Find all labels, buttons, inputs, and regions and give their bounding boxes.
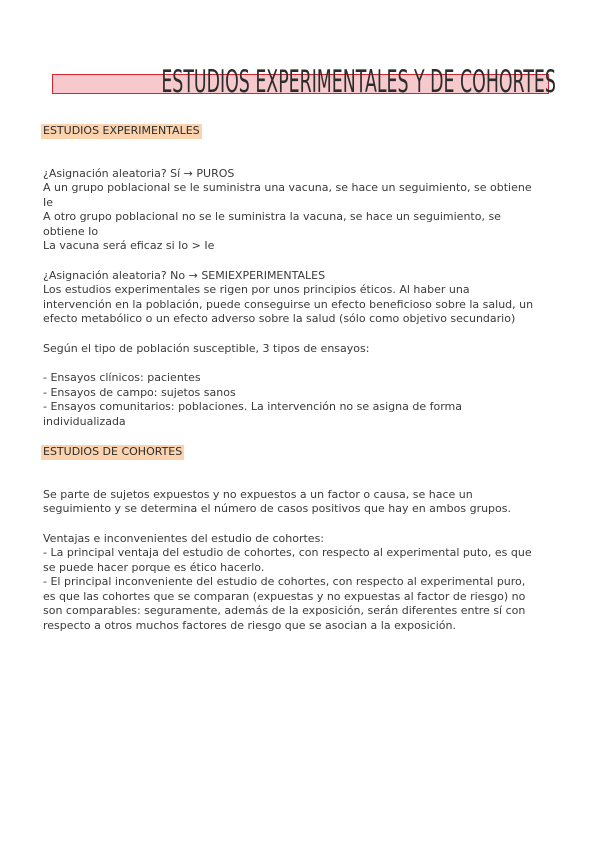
text-line: se puede hacer porque es ético hacerlo. xyxy=(43,560,265,574)
list-item: - Ensayos de campo: sujetos sanos xyxy=(43,385,236,399)
section-heading: ESTUDIOS EXPERIMENTALES xyxy=(43,124,200,137)
text-line: ¿Asignación aleatoria? No → SEMIEXPERIMENTALES xyxy=(43,268,326,282)
paragraph-puros xyxy=(43,167,563,254)
text-line: Los estudios experimentales se rigen por unos principios éticos. Al haber una xyxy=(43,283,470,296)
paragraph-semiexperimentales xyxy=(43,269,563,327)
section-heading: ESTUDIOS DE COHORTES xyxy=(43,445,183,458)
page-title: ESTUDIOS EXPERIMENTALES Y DE COHORTES xyxy=(161,64,556,100)
text-line: La vacuna será eficaz si Io > Ie xyxy=(43,239,215,252)
text-line: obtiene Io xyxy=(43,224,99,238)
text-line: seguimiento y se determina el número de casos positivos que hay en ambos grupos. xyxy=(43,502,511,515)
text-line: - El principal inconveniente del estudio de cohortes, con respecto al experimental puro, xyxy=(43,575,526,588)
paragraph-tipos-ensayos: Según el tipo de población susceptible, 3 tipos de ensayos: xyxy=(43,341,370,355)
text-line: intervención en la población, puede conseguirse un efecto beneficioso sobre la salud, un xyxy=(43,297,534,311)
text-line: efecto metabólico o un efecto adverso sobre la salud (sólo como objetivo secundario) xyxy=(43,312,516,325)
text-line: A otro grupo poblacional no se le suministra la vacuna, se hace un seguimiento, se xyxy=(43,210,501,223)
list-item: - Ensayos comunitarios: poblaciones. La intervención no se asigna de forma xyxy=(43,400,462,413)
text-line: es que las cohortes que se comparan (expuestas y no expuestas al factor de riesgo) no xyxy=(43,589,526,603)
document-body xyxy=(43,124,563,633)
section-cohortes xyxy=(43,445,563,633)
text-line: Se parte de sujetos expuestos y no expuestos a un factor o causa, se hace un xyxy=(43,487,473,501)
text-line: respecto a otros muchos factores de riesgo que se asocian a la exposición. xyxy=(43,618,456,632)
text-line: Ventajas e inconvenientes del estudio de cohortes: xyxy=(43,531,324,545)
text-line: A un grupo poblacional se le suministra una vacuna, se hace un seguimiento, se obtiene xyxy=(43,181,532,194)
list-item: - Ensayos clínicos: pacientes xyxy=(43,371,201,384)
text-line: Ie xyxy=(43,195,54,209)
paragraph-ventajas xyxy=(43,532,563,634)
text-line: - La principal ventaja del estudio de cohortes, con respecto al experimental puto, es que xyxy=(43,546,532,559)
list-ensayos xyxy=(43,371,563,429)
text-line: ¿Asignación aleatoria? Sí → PUROS xyxy=(43,166,235,180)
text-line: son comparables: seguramente, además de la exposición, serán diferentes entre sí con xyxy=(43,604,526,617)
section-experimentales xyxy=(43,124,563,429)
paragraph-cohortes-intro xyxy=(43,488,563,517)
list-item: individualizada xyxy=(43,414,126,428)
